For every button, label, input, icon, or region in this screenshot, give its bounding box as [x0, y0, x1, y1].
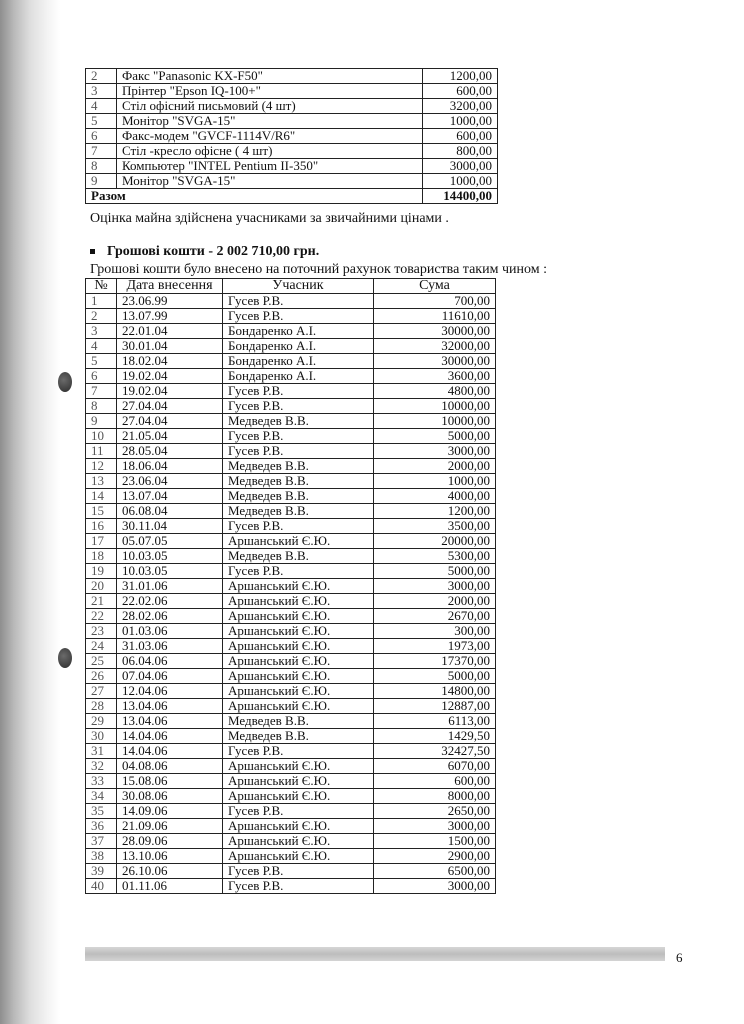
participant-name: Гусев Р.В.	[223, 294, 374, 309]
participant-name: Аршанський Є.Ю.	[223, 669, 374, 684]
table-row	[86, 459, 496, 474]
participant-name: Гусев Р.В.	[223, 309, 374, 324]
participant-name: Гусев Р.В.	[223, 384, 374, 399]
row-number: 3	[86, 324, 117, 339]
deposit-amount: 2000,00	[374, 459, 496, 474]
punch-hole	[58, 648, 72, 668]
table-row	[86, 624, 496, 639]
table-row	[86, 744, 496, 759]
item-name: Стіл -кресло офісне ( 4 шт)	[117, 144, 423, 159]
page-edge-shadow	[0, 0, 60, 1024]
deposit-amount: 3000,00	[374, 879, 496, 894]
deposit-date: 31.03.06	[117, 639, 223, 654]
row-number: 37	[86, 834, 117, 849]
table-row	[86, 594, 496, 609]
table-row	[86, 669, 496, 684]
item-name: Факс "Panasonic KX-F50"	[117, 69, 423, 84]
deposit-date: 01.03.06	[117, 624, 223, 639]
row-number: 1	[86, 294, 117, 309]
deposit-date: 27.04.04	[117, 414, 223, 429]
row-number: 8	[86, 399, 117, 414]
table-row	[86, 534, 496, 549]
deposit-amount: 3000,00	[374, 819, 496, 834]
table-header-row	[86, 279, 496, 294]
row-number: 23	[86, 624, 117, 639]
row-number: 33	[86, 774, 117, 789]
participant-name: Аршанський Є.Ю.	[223, 849, 374, 864]
row-number: 9	[86, 174, 117, 189]
item-name: Стіл офісний письмовий (4 шт)	[117, 99, 423, 114]
deposit-date: 28.02.06	[117, 609, 223, 624]
cash-table-body	[86, 294, 496, 894]
row-number: 26	[86, 669, 117, 684]
participant-name: Бондаренко А.І.	[223, 369, 374, 384]
deposit-date: 15.08.06	[117, 774, 223, 789]
table-row	[86, 489, 496, 504]
total-label: Разом	[86, 189, 423, 204]
deposit-amount: 8000,00	[374, 789, 496, 804]
participant-name: Аршанський Є.Ю.	[223, 534, 374, 549]
item-name: Монітор "SVGA-15"	[117, 174, 423, 189]
table-row	[86, 444, 496, 459]
deposit-date: 30.01.04	[117, 339, 223, 354]
table-row	[86, 504, 496, 519]
deposit-date: 18.06.04	[117, 459, 223, 474]
row-number: 18	[86, 549, 117, 564]
row-number: 13	[86, 474, 117, 489]
deposit-amount: 30000,00	[374, 354, 496, 369]
participant-name: Аршанський Є.Ю.	[223, 624, 374, 639]
table-row	[86, 399, 496, 414]
deposit-date: 19.02.04	[117, 369, 223, 384]
deposit-date: 23.06.04	[117, 474, 223, 489]
row-number: 40	[86, 879, 117, 894]
row-number: 34	[86, 789, 117, 804]
deposit-date: 18.02.04	[117, 354, 223, 369]
row-number: 28	[86, 699, 117, 714]
row-number: 6	[86, 129, 117, 144]
row-number: 7	[86, 144, 117, 159]
deposit-amount: 14800,00	[374, 684, 496, 699]
participant-name: Аршанський Є.Ю.	[223, 699, 374, 714]
table-row	[86, 834, 496, 849]
deposit-date: 04.08.06	[117, 759, 223, 774]
valuation-note: Оцінка майна здійснена учасниками за звичайними цінами .	[90, 211, 449, 226]
table-row	[86, 84, 498, 99]
page-number: 6	[676, 950, 683, 965]
deposit-amount: 2900,00	[374, 849, 496, 864]
table-row	[86, 414, 496, 429]
item-amount: 1200,00	[423, 69, 498, 84]
row-number: 20	[86, 579, 117, 594]
table-row	[86, 474, 496, 489]
deposit-date: 27.04.04	[117, 399, 223, 414]
deposit-amount: 6500,00	[374, 864, 496, 879]
table-row	[86, 309, 496, 324]
deposit-date: 26.10.06	[117, 864, 223, 879]
participant-name: Аршанський Є.Ю.	[223, 684, 374, 699]
participant-name: Медведев В.В.	[223, 549, 374, 564]
assets-table-body	[86, 69, 498, 204]
participant-name: Гусев Р.В.	[223, 429, 374, 444]
bullet-icon	[90, 249, 95, 254]
table-row	[86, 654, 496, 669]
deposit-date: 13.07.99	[117, 309, 223, 324]
participant-name: Гусев Р.В.	[223, 444, 374, 459]
row-number: 31	[86, 744, 117, 759]
table-row	[86, 99, 498, 114]
item-name: Компьютер "INTEL Pentium II-350"	[117, 159, 423, 174]
participant-name: Медведев В.В.	[223, 504, 374, 519]
table-row	[86, 354, 496, 369]
item-amount: 800,00	[423, 144, 498, 159]
table-row	[86, 129, 498, 144]
row-number: 21	[86, 594, 117, 609]
table-row	[86, 144, 498, 159]
deposit-date: 30.11.04	[117, 519, 223, 534]
row-number: 27	[86, 684, 117, 699]
deposit-amount: 700,00	[374, 294, 496, 309]
participant-name: Медведев В.В.	[223, 729, 374, 744]
table-row	[86, 519, 496, 534]
table-row	[86, 159, 498, 174]
deposit-amount: 1429,50	[374, 729, 496, 744]
participant-name: Аршанський Є.Ю.	[223, 834, 374, 849]
deposit-amount: 20000,00	[374, 534, 496, 549]
deposit-amount: 3600,00	[374, 369, 496, 384]
total-amount: 14400,00	[423, 189, 498, 204]
participant-name: Медведев В.В.	[223, 414, 374, 429]
deposit-amount: 3500,00	[374, 519, 496, 534]
deposit-amount: 1973,00	[374, 639, 496, 654]
deposit-amount: 2000,00	[374, 594, 496, 609]
participant-name: Бондаренко А.І.	[223, 354, 374, 369]
deposit-amount: 4800,00	[374, 384, 496, 399]
deposit-amount: 6070,00	[374, 759, 496, 774]
row-number: 30	[86, 729, 117, 744]
participant-name: Гусев Р.В.	[223, 399, 374, 414]
participant-name: Медведев В.В.	[223, 474, 374, 489]
item-amount: 3000,00	[423, 159, 498, 174]
cash-intro-text: Грошові кошти було внесено на поточний рахунок товариства таким чином :	[90, 262, 547, 277]
participant-name: Аршанський Є.Ю.	[223, 579, 374, 594]
deposit-date: 23.06.99	[117, 294, 223, 309]
column-header-number: №	[86, 279, 117, 294]
deposit-date: 28.05.04	[117, 444, 223, 459]
deposit-amount: 10000,00	[374, 414, 496, 429]
deposit-amount: 300,00	[374, 624, 496, 639]
deposit-date: 13.07.04	[117, 489, 223, 504]
punch-hole	[58, 372, 72, 392]
row-number: 2	[86, 69, 117, 84]
column-header-participant: Учасник	[223, 279, 374, 294]
deposit-amount: 10000,00	[374, 399, 496, 414]
participant-name: Аршанський Є.Ю.	[223, 759, 374, 774]
participant-name: Гусев Р.В.	[223, 519, 374, 534]
table-row	[86, 819, 496, 834]
item-amount: 600,00	[423, 84, 498, 99]
row-number: 4	[86, 99, 117, 114]
column-header-date: Дата внесення	[117, 279, 223, 294]
table-row	[86, 429, 496, 444]
deposit-date: 31.01.06	[117, 579, 223, 594]
table-row	[86, 774, 496, 789]
table-row	[86, 714, 496, 729]
cash-section-heading	[90, 244, 319, 260]
cash-heading-text: Грошові кошти - 2 002 710,00 грн.	[107, 244, 320, 259]
deposit-date: 06.08.04	[117, 504, 223, 519]
item-name: Монітор "SVGA-15"	[117, 114, 423, 129]
row-number: 32	[86, 759, 117, 774]
row-number: 25	[86, 654, 117, 669]
table-row	[86, 699, 496, 714]
deposit-amount: 2670,00	[374, 609, 496, 624]
table-row	[86, 369, 496, 384]
table-row	[86, 174, 498, 189]
deposit-amount: 5000,00	[374, 564, 496, 579]
deposit-date: 22.02.06	[117, 594, 223, 609]
table-row	[86, 384, 496, 399]
deposit-amount: 12887,00	[374, 699, 496, 714]
item-name: Факс-модем "GVCF-1114V/R6"	[117, 129, 423, 144]
item-amount: 1000,00	[423, 174, 498, 189]
table-row	[86, 549, 496, 564]
row-number: 38	[86, 849, 117, 864]
participant-name: Аршанський Є.Ю.	[223, 789, 374, 804]
row-number: 5	[86, 114, 117, 129]
deposit-date: 06.04.06	[117, 654, 223, 669]
deposit-amount: 32000,00	[374, 339, 496, 354]
participant-name: Медведев В.В.	[223, 489, 374, 504]
deposit-amount: 5000,00	[374, 669, 496, 684]
participant-name: Аршанський Є.Ю.	[223, 774, 374, 789]
participant-name: Гусев Р.В.	[223, 804, 374, 819]
item-amount: 1000,00	[423, 114, 498, 129]
deposit-date: 21.05.04	[117, 429, 223, 444]
deposit-amount: 1500,00	[374, 834, 496, 849]
row-number: 24	[86, 639, 117, 654]
participant-name: Аршанський Є.Ю.	[223, 654, 374, 669]
deposit-date: 28.09.06	[117, 834, 223, 849]
deposit-date: 01.11.06	[117, 879, 223, 894]
row-number: 3	[86, 84, 117, 99]
row-number: 22	[86, 609, 117, 624]
table-row	[86, 564, 496, 579]
table-row	[86, 294, 496, 309]
deposit-amount: 30000,00	[374, 324, 496, 339]
table-row	[86, 849, 496, 864]
participant-name: Аршанський Є.Ю.	[223, 594, 374, 609]
deposit-date: 13.04.06	[117, 699, 223, 714]
deposit-amount: 600,00	[374, 774, 496, 789]
row-number: 12	[86, 459, 117, 474]
deposit-date: 14.09.06	[117, 804, 223, 819]
participant-name: Аршанський Є.Ю.	[223, 639, 374, 654]
table-row	[86, 789, 496, 804]
footer-bar	[85, 947, 665, 961]
table-row	[86, 804, 496, 819]
deposit-date: 19.02.04	[117, 384, 223, 399]
participant-name: Гусев Р.В.	[223, 864, 374, 879]
row-number: 15	[86, 504, 117, 519]
deposit-date: 30.08.06	[117, 789, 223, 804]
table-row	[86, 879, 496, 894]
deposit-amount: 4000,00	[374, 489, 496, 504]
deposit-date: 13.10.06	[117, 849, 223, 864]
deposit-amount: 5000,00	[374, 429, 496, 444]
participant-name: Медведев В.В.	[223, 459, 374, 474]
deposit-amount: 6113,00	[374, 714, 496, 729]
table-row	[86, 684, 496, 699]
participant-name: Гусев Р.В.	[223, 564, 374, 579]
participant-name: Бондаренко А.І.	[223, 324, 374, 339]
deposit-date: 12.04.06	[117, 684, 223, 699]
row-number: 11	[86, 444, 117, 459]
deposit-amount: 1000,00	[374, 474, 496, 489]
table-row	[86, 579, 496, 594]
row-number: 10	[86, 429, 117, 444]
row-number: 36	[86, 819, 117, 834]
assets-table	[85, 68, 498, 204]
table-row	[86, 729, 496, 744]
table-row	[86, 114, 498, 129]
row-number: 6	[86, 369, 117, 384]
deposit-date: 22.01.04	[117, 324, 223, 339]
row-number: 7	[86, 384, 117, 399]
participant-name: Аршанський Є.Ю.	[223, 609, 374, 624]
table-row	[86, 324, 496, 339]
row-number: 19	[86, 564, 117, 579]
table-row	[86, 759, 496, 774]
item-name: Прінтер "Epson IQ-100+"	[117, 84, 423, 99]
deposit-amount: 3000,00	[374, 444, 496, 459]
participant-name: Гусев Р.В.	[223, 744, 374, 759]
participant-name: Гусев Р.В.	[223, 879, 374, 894]
item-amount: 3200,00	[423, 99, 498, 114]
deposit-date: 05.07.05	[117, 534, 223, 549]
table-row	[86, 609, 496, 624]
row-number: 35	[86, 804, 117, 819]
deposit-amount: 11610,00	[374, 309, 496, 324]
participant-name: Бондаренко А.І.	[223, 339, 374, 354]
row-number: 29	[86, 714, 117, 729]
deposit-date: 10.03.05	[117, 564, 223, 579]
table-row	[86, 639, 496, 654]
table-row	[86, 339, 496, 354]
row-number: 2	[86, 309, 117, 324]
participant-name: Аршанський Є.Ю.	[223, 819, 374, 834]
participant-name: Медведев В.В.	[223, 714, 374, 729]
deposit-amount: 17370,00	[374, 654, 496, 669]
deposit-date: 14.04.06	[117, 729, 223, 744]
row-number: 16	[86, 519, 117, 534]
row-number: 9	[86, 414, 117, 429]
deposit-amount: 2650,00	[374, 804, 496, 819]
deposit-date: 07.04.06	[117, 669, 223, 684]
row-number: 4	[86, 339, 117, 354]
deposit-amount: 1200,00	[374, 504, 496, 519]
deposit-date: 21.09.06	[117, 819, 223, 834]
deposit-amount: 32427,50	[374, 744, 496, 759]
row-number: 14	[86, 489, 117, 504]
item-amount: 600,00	[423, 129, 498, 144]
deposit-amount: 3000,00	[374, 579, 496, 594]
deposit-date: 13.04.06	[117, 714, 223, 729]
column-header-amount: Сума	[374, 279, 496, 294]
table-row	[86, 69, 498, 84]
total-row	[86, 189, 498, 204]
deposit-date: 14.04.06	[117, 744, 223, 759]
row-number: 5	[86, 354, 117, 369]
table-row	[86, 864, 496, 879]
row-number: 39	[86, 864, 117, 879]
cash-contributions-table	[85, 278, 496, 894]
deposit-date: 10.03.05	[117, 549, 223, 564]
row-number: 8	[86, 159, 117, 174]
deposit-amount: 5300,00	[374, 549, 496, 564]
row-number: 17	[86, 534, 117, 549]
